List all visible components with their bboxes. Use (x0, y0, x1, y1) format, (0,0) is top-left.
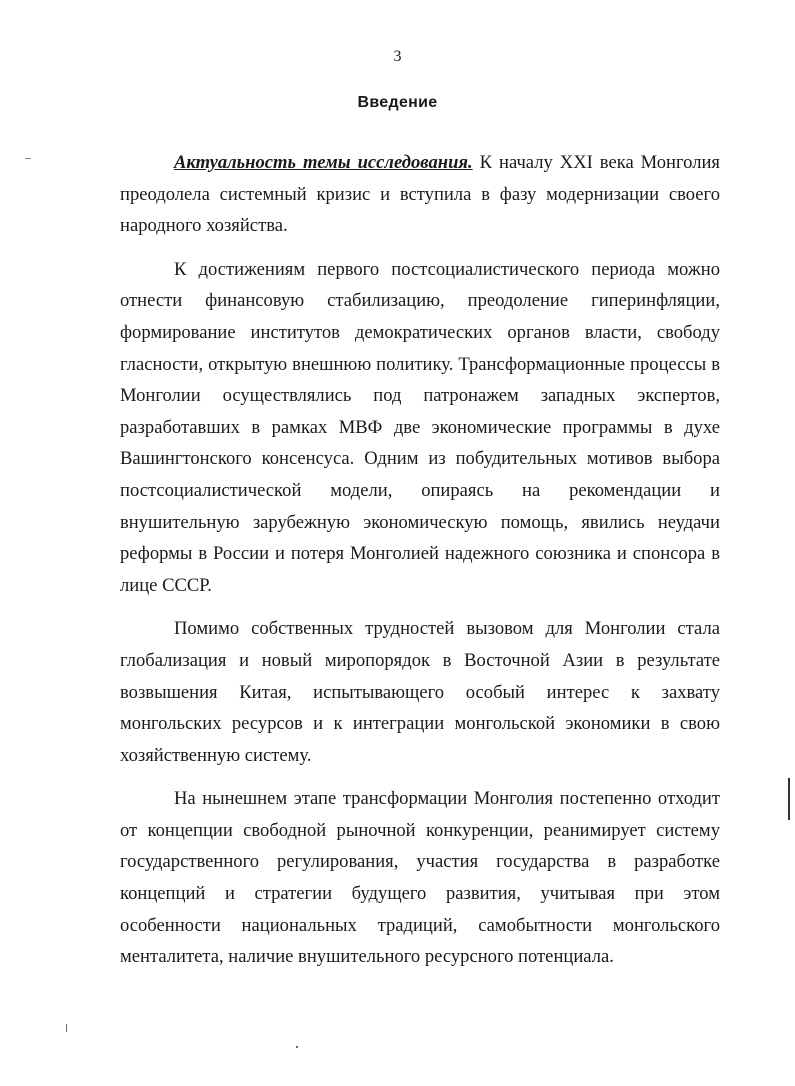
page-number: 3 (393, 48, 402, 65)
page-heading: Введение (357, 94, 438, 111)
paragraph-3: Помимо собственных трудностей вызовом для Монголии стала глобализация и новый миропорядок в Восточной Азии в результате возвышения Китая, испытывающего особый интерес к захвату монгольских ресурсов и к интеграции монгольской экономики в свою хозяйственную систему. (120, 618, 720, 766)
paragraph-text: К началу XXI века Монголия преодолела системный кризис и вступила в фазу модернизации своего народного хозяйства. (120, 152, 720, 237)
scan-speck (66, 1024, 67, 1032)
paragraph-1 (120, 147, 720, 242)
document-body (120, 147, 720, 973)
paragraph-2: К достижениям первого постсоциалистического периода можно отнести финансовую стабилизацию, преодоление гиперинфляции, формирование институтов демократических органов власти, свободу гласности, открытую внешнюю политику. Трансформационные процессы в Монголии осуществлялись под патронажем западных экспертов, разработавших в рамках МВФ две экономические программы в духе Вашингтонского консенсуса. Одним из побудительных мотивов выбора постсоциалистической модели, опираясь на рекомендации и внушительную зарубежную экономическую помощь, явились неудачи реформы в России и потеря Монголией надежного союзника и спонсора в лице СССР. (120, 258, 720, 596)
scan-edge-mark (788, 778, 790, 820)
scan-speck (296, 1046, 298, 1048)
section-lead-in: Актуальность темы исследования. (174, 152, 473, 173)
paragraph-4: На нынешнем этапе трансформации Монголия постепенно отходит от концепции свободной рыночной конкуренции, реанимирует систему государственного регулирования, участия государства в разработке концепций и стратегии будущего развития, учитывая при этом особенности национальных традиций, самобытности монгольского менталитета, наличие внушительного ресурсного потенциала. (120, 788, 720, 968)
scan-mark (25, 158, 31, 159)
